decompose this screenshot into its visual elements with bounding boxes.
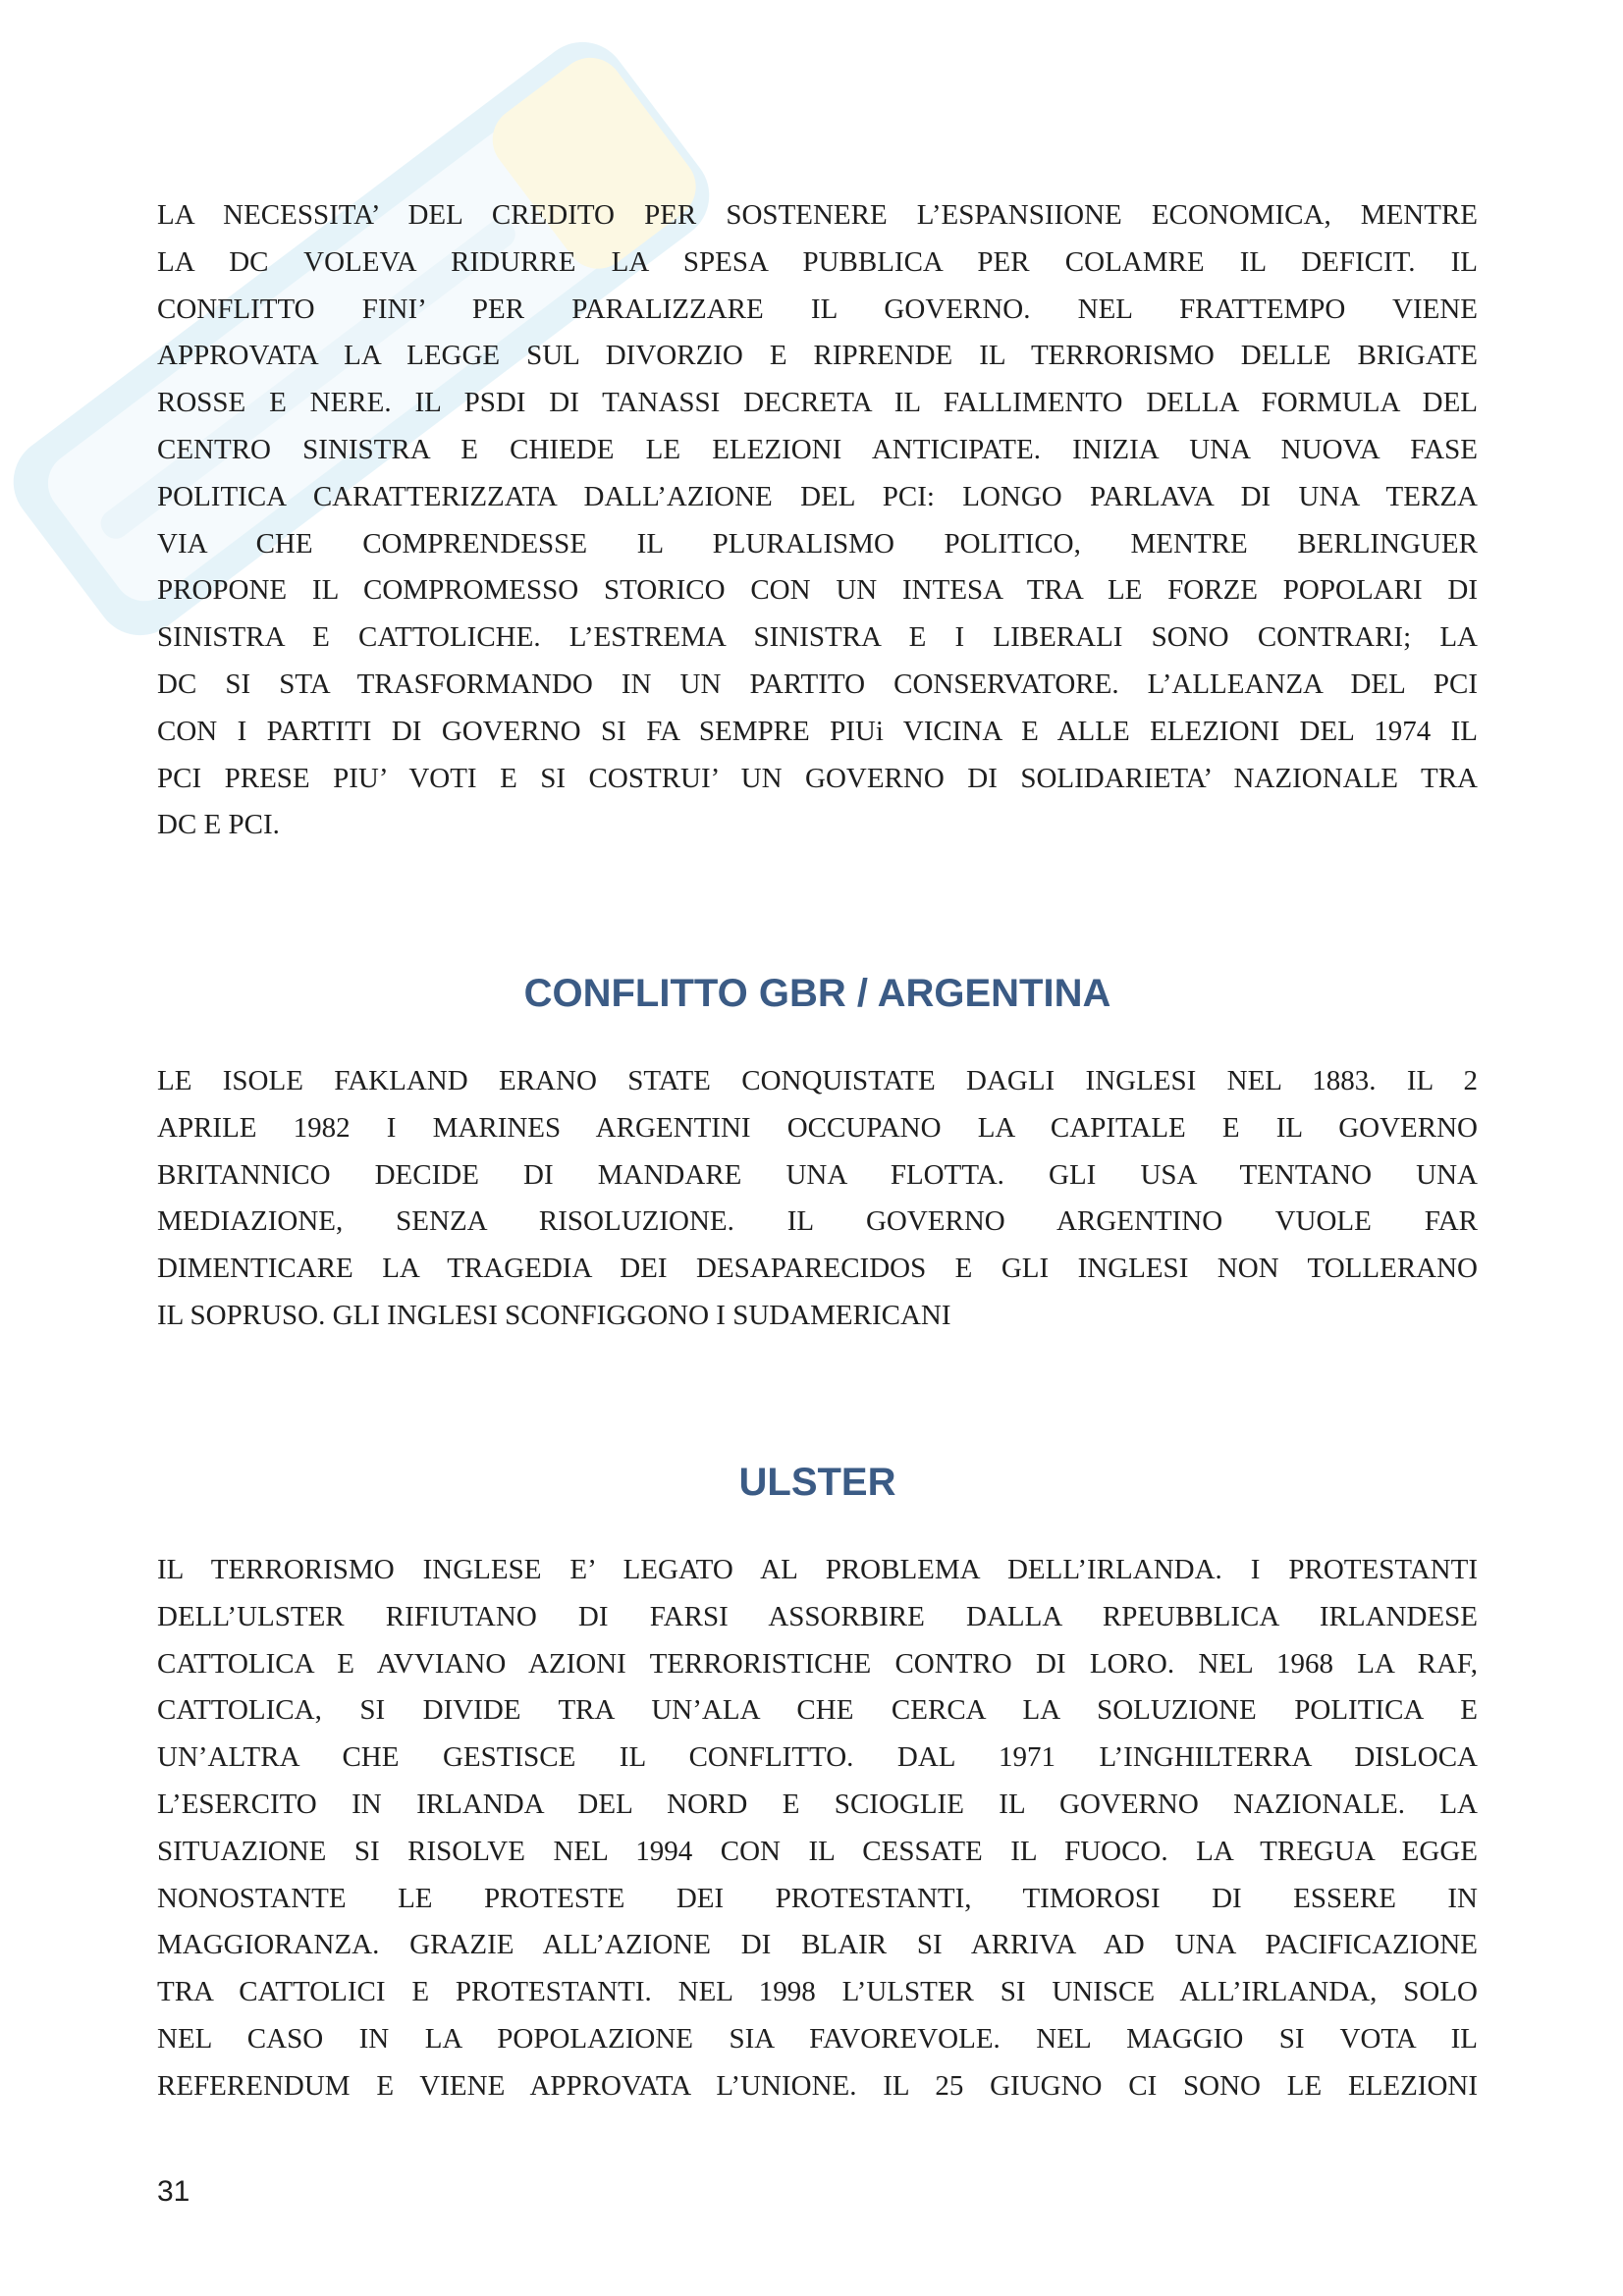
text-line: LA DC VOLEVA RIDURRE LA SPESA PUBBLICA PER COLAMRE IL DEFICIT. IL [157,245,1478,278]
text-line: DC E PCI. [157,809,280,841]
paragraph-intro [157,192,1478,849]
text-line: MEDIAZIONE, SENZA RISOLUZIONE. IL GOVERNO ARGENTINO VUOLE FAR [157,1205,1478,1238]
text-line: PCI PRESE PIU’ VOTI E SI COSTRUI’ UN GOVERNO DI SOLIDARIETA’ NAZIONALE TRA [157,762,1478,794]
text-line: LE ISOLE FAKLAND ERANO STATE CONQUISTATE DAGLI INGLESI NEL 1883. IL 2 [157,1065,1478,1096]
text-line: ROSSE E NERE. IL PSDI DI TANASSI DECRETA IL FALLIMENTO DELLA FORMULA DEL [157,387,1478,419]
text-line: NONOSTANTE LE PROTESTE DEI PROTESTANTI, TIMOROSI DI ESSERE IN [157,1882,1478,1914]
text-line: LA NECESSITA’ DEL CREDITO PER SOSTENERE L’ESPANSIIONE ECONOMICA, MENTRE [157,199,1478,231]
text-line: IL SOPRUSO. GLI INGLESI SCONFIGGONO I SUDAMERICANI [157,1299,951,1331]
text-line: IL TERRORISMO INGLESE E’ LEGATO AL PROBLEMA DELL’IRLANDA. I PROTESTANTI [157,1554,1478,1585]
text-line: DIMENTICARE LA TRAGEDIA DEI DESAPARECIDOS E GLI INGLESI NON TOLLERANO [157,1253,1478,1285]
text-line: SINISTRA E CATTOLICHE. L’ESTREMA SINISTRA E I LIBERALI SONO CONTRARI; LA [157,621,1478,654]
text-line: VIA CHE COMPRENDESSE IL PLURALISMO POLITICO, MENTRE BERLINGUER [157,527,1478,560]
text-line: L’ESERCITO IN IRLANDA DEL NORD E SCIOGLIE IL GOVERNO NAZIONALE. LA [157,1788,1478,1820]
text-line: REFERENDUM E VIENE APPROVATA L’UNIONE. IL 25 GIUGNO CI SONO LE ELEZIONI [157,2069,1478,2102]
text-line: MAGGIORANZA. GRAZIE ALL’AZIONE DI BLAIR SI ARRIVA AD UNA PACIFICAZIONE [157,1929,1478,1961]
text-line: TRA CATTOLICI E PROTESTANTI. NEL 1998 L’ULSTER SI UNISCE ALL’IRLANDA, SOLO [157,1976,1478,2008]
text-line: DC SI STA TRASFORMANDO IN UN PARTITO CONSERVATORE. L’ALLEANZA DEL PCI [157,667,1478,700]
text-line: APPROVATA LA LEGGE SUL DIVORZIO E RIPRENDE IL TERRORISMO DELLE BRIGATE [157,340,1478,372]
paragraph-ulster [157,1547,1478,2110]
text-line: APRILE 1982 I MARINES ARGENTINI OCCUPANO LA CAPITALE E IL GOVERNO [157,1111,1478,1144]
section-heading-ulster: ULSTER [738,1461,896,1504]
text-line: BRITANNICO DECIDE DI MANDARE UNA FLOTTA. GLI USA TENTANO UNA [157,1158,1478,1191]
page-number: 31 [157,2175,190,2208]
text-line: POLITICA CARATTERIZZATA DALL’AZIONE DEL PCI: LONGO PARLAVA DI UNA TERZA [157,480,1478,512]
text-line: PROPONE IL COMPROMESSO STORICO CON UN INTESA TRA LE FORZE POPOLARI DI [157,574,1478,607]
text-line: CATTOLICA, SI DIVIDE TRA UN’ALA CHE CERCA LA SOLUZIONE POLITICA E [157,1694,1478,1727]
text-line: CATTOLICA E AVVIANO AZIONI TERRORISTICHE CONTRO DI LORO. NEL 1968 LA RAF, [157,1647,1478,1680]
text-line: SITUAZIONE SI RISOLVE NEL 1994 CON IL CESSATE IL FUOCO. LA TREGUA EGGE [157,1835,1478,1867]
text-line: CON I PARTITI DI GOVERNO SI FA SEMPRE PIUi VICINA E ALLE ELEZIONI DEL 1974 IL [157,715,1478,747]
text-line: NEL CASO IN LA POPOLAZIONE SIA FAVOREVOLE. NEL MAGGIO SI VOTA IL [157,2022,1478,2055]
text-line: UN’ALTRA CHE GESTISCE IL CONFLITTO. DAL 1971 L’INGHILTERRA DISLOCA [157,1741,1478,1774]
text-line: CONFLITTO FINI’ PER PARALIZZARE IL GOVERNO. NEL FRATTEMPO VIENE [157,293,1478,325]
section-heading-falklands: CONFLITTO GBR / ARGENTINA [523,972,1111,1015]
paragraph-falklands [157,1058,1478,1340]
text-line: CENTRO SINISTRA E CHIEDE LE ELEZIONI ANTICIPATE. INIZIA UNA NUOVA FASE [157,433,1478,465]
text-line: DELL’ULSTER RIFIUTANO DI FARSI ASSORBIRE DALLA RPEUBBLICA IRLANDESE [157,1600,1478,1632]
